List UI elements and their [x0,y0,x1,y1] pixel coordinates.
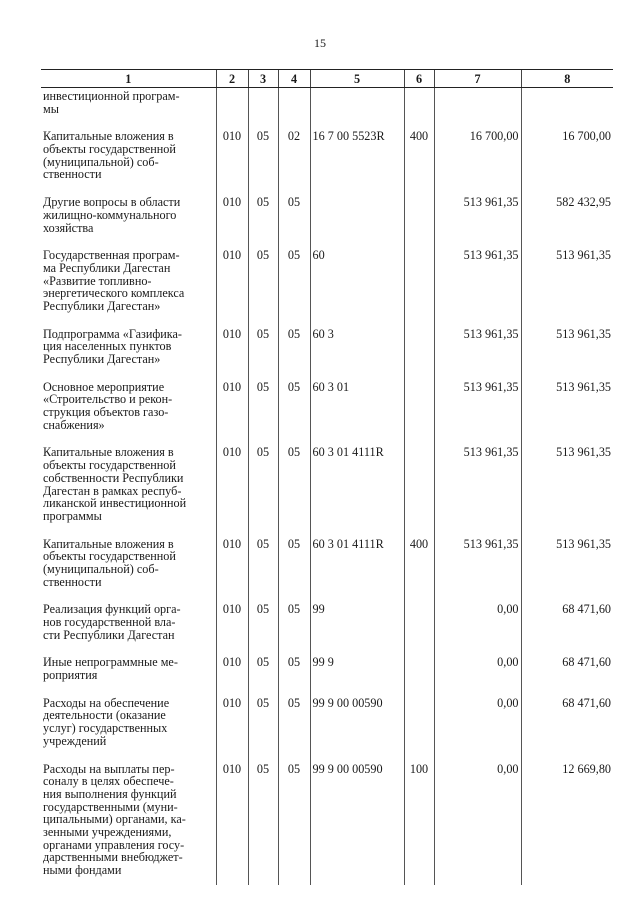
item-name: инвестиционной програм- мы [43,89,180,116]
code-expense-type: 100 [404,761,434,885]
amount-year-2: 16 700,00 [521,128,613,194]
code-subsection: 02 [278,128,310,194]
code-ministry: 010 [216,695,248,761]
code-target-article: 60 3 01 4111R [310,444,404,535]
amount-year-1: 513 961,35 [434,194,521,247]
code-section: 05 [248,761,278,885]
code-subsection [278,88,310,129]
budget-table [41,69,613,885]
code-target-article: 16 7 00 5523R [310,128,404,194]
table-row [41,326,613,379]
column-header-4: 4 [278,70,310,88]
page-number: 15 [314,36,326,50]
code-section: 05 [248,654,278,694]
amount-year-1 [434,88,521,129]
column-header-6: 6 [404,70,434,88]
amount-year-1: 0,00 [434,601,521,654]
amount-year-2: 68 471,60 [521,654,613,694]
code-target-article [310,194,404,247]
table-row [41,536,613,602]
amount-year-1: 513 961,35 [434,536,521,602]
table-row [41,379,613,445]
code-section: 05 [248,601,278,654]
code-ministry: 010 [216,326,248,379]
table-body [41,88,613,885]
amount-year-1: 513 961,35 [434,444,521,535]
code-target-article: 60 3 01 4111R [310,536,404,602]
amount-year-2: 513 961,35 [521,444,613,535]
code-section: 05 [248,379,278,445]
code-section: 05 [248,326,278,379]
amount-year-1: 0,00 [434,761,521,885]
column-header-8: 8 [521,70,613,88]
column-header-1: 1 [41,70,216,88]
item-name: Капитальные вложения в объекты государственной собственности Республики Дагестан в рамках респуб- ликанской инвестиционной программы [43,445,187,523]
column-header-2: 2 [216,70,248,88]
item-name: Расходы на обеспечение деятельности (оказание услуг) государственных учреждений [43,695,170,748]
amount-year-2: 513 961,35 [521,247,613,325]
table-row [41,128,613,194]
table-row [41,88,613,129]
table-row [41,194,613,247]
column-header-5: 5 [310,70,404,88]
amount-year-2: 68 471,60 [521,601,613,654]
code-section: 05 [248,444,278,535]
item-name: Реализация функций орга- нов государственной вла- сти Республики Дагестан [43,602,181,642]
amount-year-1: 513 961,35 [434,326,521,379]
code-target-article: 99 9 00 00590 [310,695,404,761]
code-target-article: 60 [310,247,404,325]
code-ministry: 010 [216,761,248,885]
code-target-article: 60 3 01 [310,379,404,445]
code-expense-type [404,247,434,325]
code-ministry: 010 [216,601,248,654]
code-subsection: 05 [278,444,310,535]
item-name: Государственная програм- ма Республики Дагестан «Развитие топливно- энергетического комплекса Республики Дагестан» [43,248,185,313]
amount-year-2: 513 961,35 [521,326,613,379]
code-ministry: 010 [216,444,248,535]
code-expense-type [404,601,434,654]
amount-year-2: 513 961,35 [521,536,613,602]
code-ministry: 010 [216,128,248,194]
code-section: 05 [248,247,278,325]
amount-year-2: 513 961,35 [521,379,613,445]
code-section: 05 [248,536,278,602]
code-ministry [216,88,248,129]
item-name: Расходы на выплаты пер- соналу в целях обеспече- ния выполнения функций государственными (муни- ципальными) органами, ка- зенными учреждениями, органами управления госу- дарственными внебюджет- ными фондами [43,761,186,877]
code-ministry: 010 [216,194,248,247]
code-subsection: 05 [278,247,310,325]
code-subsection: 05 [278,194,310,247]
code-expense-type [404,654,434,694]
amount-year-2: 68 471,60 [521,695,613,761]
code-expense-type [404,326,434,379]
code-subsection: 05 [278,379,310,445]
code-section [248,88,278,129]
table-row [41,601,613,654]
code-ministry: 010 [216,654,248,694]
amount-year-1: 0,00 [434,695,521,761]
amount-year-1: 513 961,35 [434,379,521,445]
amount-year-1: 16 700,00 [434,128,521,194]
amount-year-2 [521,88,613,129]
code-subsection: 05 [278,695,310,761]
code-ministry: 010 [216,536,248,602]
code-expense-type [404,695,434,761]
column-header-7: 7 [434,70,521,88]
code-subsection: 05 [278,601,310,654]
code-target-article: 99 [310,601,404,654]
code-section: 05 [248,695,278,761]
code-expense-type [404,379,434,445]
code-subsection: 05 [278,654,310,694]
table-header [41,70,613,88]
code-subsection: 05 [278,761,310,885]
code-target-article: 60 3 [310,326,404,379]
item-name: Иные непрограммные ме- роприятия [43,655,178,683]
table-row [41,695,613,761]
table-row [41,654,613,694]
code-target-article: 99 9 [310,654,404,694]
code-subsection: 05 [278,536,310,602]
code-expense-type [404,444,434,535]
item-name: Основное мероприятие «Строительство и рекон- струкция объектов газо- снабжения» [43,379,173,432]
code-target-article: 99 9 00 00590 [310,761,404,885]
column-header-3: 3 [248,70,278,88]
amount-year-2: 12 669,80 [521,761,613,885]
amount-year-1: 0,00 [434,654,521,694]
item-name: Подпрограмма «Газифика- ция населенных пунктов Республики Дагестан» [43,326,182,366]
item-name: Капитальные вложения в объекты государственной (муниципальной) соб- ственности [43,129,176,182]
item-name: Другие вопросы в области жилищно-коммунального хозяйства [43,195,181,235]
code-expense-type [404,88,434,129]
code-section: 05 [248,194,278,247]
code-ministry: 010 [216,247,248,325]
code-expense-type: 400 [404,128,434,194]
code-ministry: 010 [216,379,248,445]
table-row [41,247,613,325]
code-expense-type: 400 [404,536,434,602]
table-row [41,761,613,885]
code-target-article [310,88,404,129]
code-section: 05 [248,128,278,194]
item-name: Капитальные вложения в объекты государственной (муниципальной) соб- ственности [43,536,176,589]
amount-year-2: 582 432,95 [521,194,613,247]
amount-year-1: 513 961,35 [434,247,521,325]
table-row [41,444,613,535]
code-subsection: 05 [278,326,310,379]
code-expense-type [404,194,434,247]
